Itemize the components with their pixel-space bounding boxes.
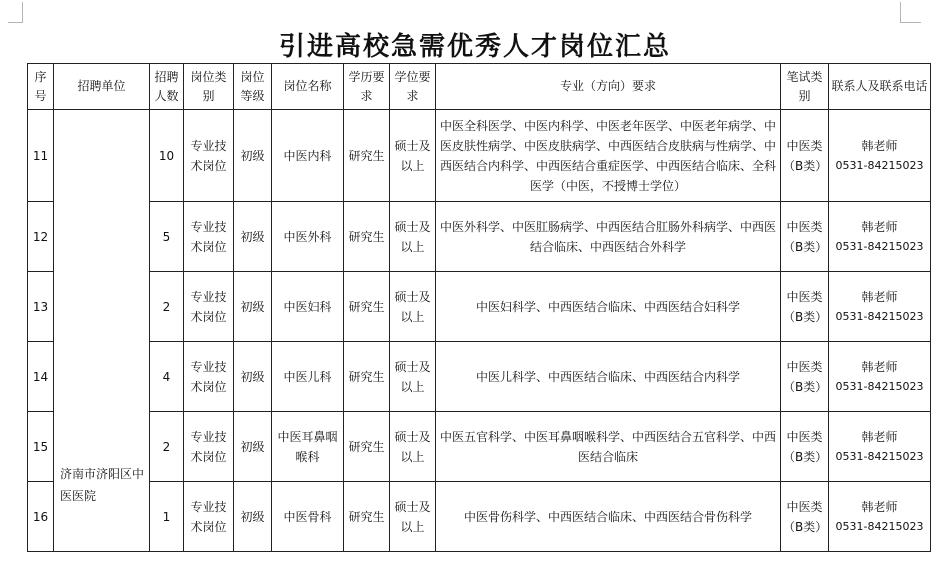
contact-phone: 0531-84215023 bbox=[835, 158, 924, 172]
row-grade: 初级 bbox=[234, 412, 272, 482]
row-major: 中医外科学、中医肛肠病学、中西医结合肛肠外科病学、中西医结合临床、中西医结合外科学 bbox=[436, 202, 781, 272]
row-category: 专业技术岗位 bbox=[184, 110, 234, 202]
row-count: 2 bbox=[150, 272, 184, 342]
row-grade: 初级 bbox=[234, 272, 272, 342]
row-major: 中医全科医学、中医内科学、中医老年医学、中医老年病学、中医皮肤性病学、中医皮肤病学、中西医结合皮肤病与性病学、中西医结合内科学、中西医结合重症医学、中西医结合临床、全科医学（中医，不授博士学位） bbox=[436, 110, 781, 202]
row-grade: 初级 bbox=[234, 110, 272, 202]
row-major: 中医妇科学、中西医结合临床、中西医结合妇科学 bbox=[436, 272, 781, 342]
header-unit: 招聘单位 bbox=[54, 64, 150, 110]
page-corner-mark bbox=[8, 2, 23, 23]
row-education: 研究生 bbox=[344, 202, 390, 272]
row-exam: 中医类（B类） bbox=[781, 202, 829, 272]
row-count: 2 bbox=[150, 412, 184, 482]
header-exam: 笔试类别 bbox=[781, 64, 829, 110]
row-no: 15 bbox=[28, 412, 54, 482]
row-position-name: 中医内科 bbox=[272, 110, 344, 202]
row-count: 5 bbox=[150, 202, 184, 272]
table-row bbox=[28, 272, 931, 342]
header-no: 序号 bbox=[28, 64, 54, 110]
row-degree: 硕士及以上 bbox=[390, 202, 436, 272]
row-position-name: 中医妇科 bbox=[272, 272, 344, 342]
row-category: 专业技术岗位 bbox=[184, 272, 234, 342]
row-no: 13 bbox=[28, 272, 54, 342]
row-degree: 硕士及以上 bbox=[390, 272, 436, 342]
table-row bbox=[28, 342, 931, 412]
row-major: 中医儿科学、中西医结合临床、中西医结合内科学 bbox=[436, 342, 781, 412]
contact-phone: 0531-84215023 bbox=[835, 379, 924, 393]
row-no: 12 bbox=[28, 202, 54, 272]
header-major: 专业（方向）要求 bbox=[436, 64, 781, 110]
row-exam: 中医类（B类） bbox=[781, 342, 829, 412]
row-position-name: 中医耳鼻咽喉科 bbox=[272, 412, 344, 482]
contact-phone: 0531-84215023 bbox=[835, 239, 924, 253]
row-position-name: 中医外科 bbox=[272, 202, 344, 272]
document-title: 引进高校急需优秀人才岗位汇总 bbox=[278, 32, 671, 62]
row-count: 4 bbox=[150, 342, 184, 412]
table-row bbox=[28, 412, 931, 482]
row-count: 10 bbox=[150, 110, 184, 202]
row-category: 专业技术岗位 bbox=[184, 342, 234, 412]
row-count: 1 bbox=[150, 482, 184, 552]
table-row bbox=[28, 202, 931, 272]
row-degree: 硕士及以上 bbox=[390, 342, 436, 412]
row-category: 专业技术岗位 bbox=[184, 482, 234, 552]
row-exam: 中医类（B类） bbox=[781, 110, 829, 202]
row-education: 研究生 bbox=[344, 110, 390, 202]
row-education: 研究生 bbox=[344, 412, 390, 482]
row-grade: 初级 bbox=[234, 482, 272, 552]
row-education: 研究生 bbox=[344, 482, 390, 552]
row-contact bbox=[829, 482, 931, 552]
header-education: 学历要求 bbox=[344, 64, 390, 110]
positions-table bbox=[27, 63, 931, 552]
contact-name: 韩老师 bbox=[861, 359, 898, 374]
header-category: 岗位类别 bbox=[184, 64, 234, 110]
header-grade: 岗位等级 bbox=[234, 64, 272, 110]
header-count: 招聘人数 bbox=[150, 64, 184, 110]
contact-phone: 0531-84215023 bbox=[835, 309, 924, 323]
row-position-name: 中医儿科 bbox=[272, 342, 344, 412]
row-degree: 硕士及以上 bbox=[390, 482, 436, 552]
row-no: 11 bbox=[28, 110, 54, 202]
row-no: 14 bbox=[28, 342, 54, 412]
contact-name: 韩老师 bbox=[861, 429, 898, 444]
row-contact bbox=[829, 272, 931, 342]
table-row bbox=[28, 110, 931, 202]
row-grade: 初级 bbox=[234, 202, 272, 272]
row-major: 中医五官科学、中医耳鼻咽喉科学、中西医结合五官科学、中西医结合临床 bbox=[436, 412, 781, 482]
row-position-name: 中医骨科 bbox=[272, 482, 344, 552]
contact-name: 韩老师 bbox=[861, 499, 898, 514]
row-contact bbox=[829, 110, 931, 202]
recruiting-unit: 济南市济阳区中医医院 bbox=[54, 110, 150, 552]
contact-name: 韩老师 bbox=[861, 289, 898, 304]
row-contact bbox=[829, 412, 931, 482]
row-exam: 中医类（B类） bbox=[781, 482, 829, 552]
row-exam: 中医类（B类） bbox=[781, 412, 829, 482]
row-major: 中医骨伤科学、中西医结合临床、中西医结合骨伤科学 bbox=[436, 482, 781, 552]
row-no: 16 bbox=[28, 482, 54, 552]
row-exam: 中医类（B类） bbox=[781, 272, 829, 342]
row-degree: 硕士及以上 bbox=[390, 412, 436, 482]
row-education: 研究生 bbox=[344, 342, 390, 412]
row-education: 研究生 bbox=[344, 272, 390, 342]
page-corner-mark bbox=[900, 2, 921, 23]
contact-name: 韩老师 bbox=[861, 138, 898, 153]
header-degree: 学位要求 bbox=[390, 64, 436, 110]
row-category: 专业技术岗位 bbox=[184, 202, 234, 272]
row-grade: 初级 bbox=[234, 342, 272, 412]
contact-name: 韩老师 bbox=[861, 219, 898, 234]
row-degree: 硕士及以上 bbox=[390, 110, 436, 202]
table-header-row bbox=[28, 64, 931, 110]
contact-phone: 0531-84215023 bbox=[835, 519, 924, 533]
table-row bbox=[28, 482, 931, 552]
header-position-name: 岗位名称 bbox=[272, 64, 344, 110]
row-contact bbox=[829, 202, 931, 272]
contact-phone: 0531-84215023 bbox=[835, 449, 924, 463]
header-contact: 联系人及联系电话 bbox=[829, 64, 931, 110]
row-category: 专业技术岗位 bbox=[184, 412, 234, 482]
row-contact bbox=[829, 342, 931, 412]
